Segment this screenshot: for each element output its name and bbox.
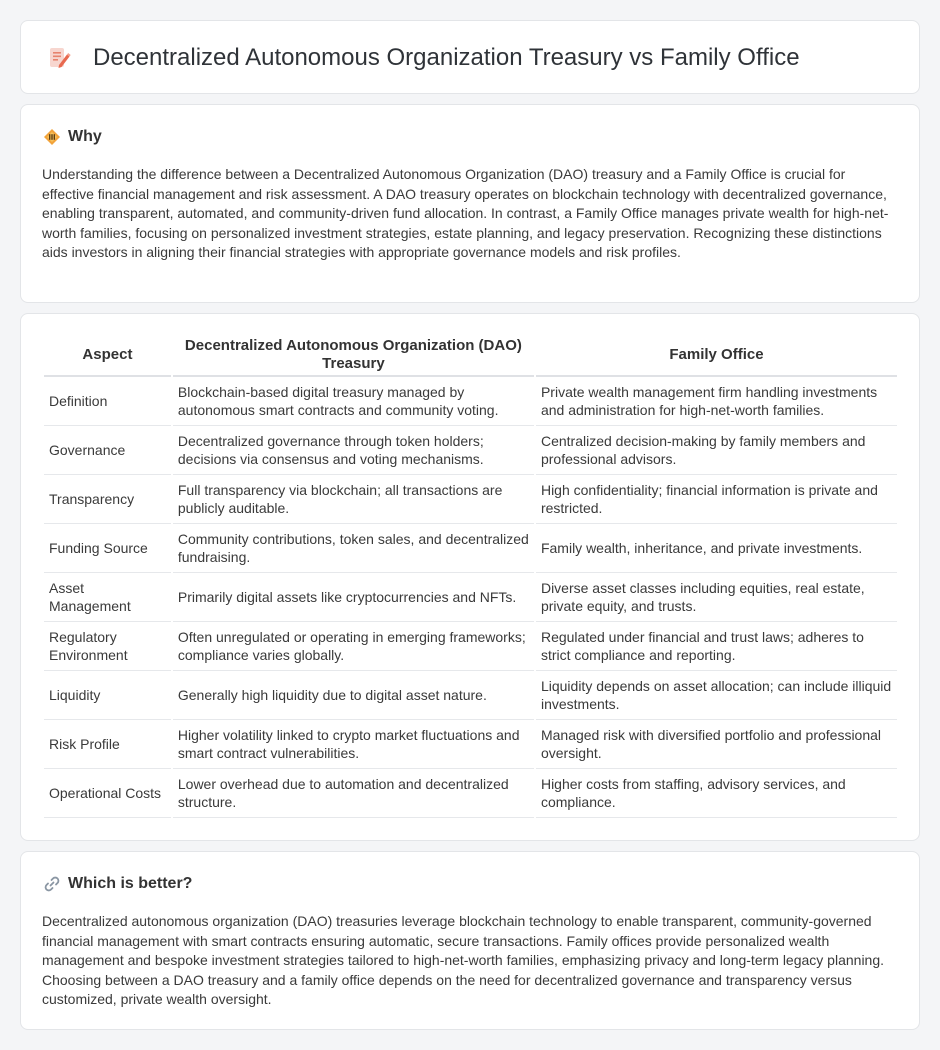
table-row (44, 671, 897, 720)
page-title: Decentralized Autonomous Organization Treasury vs Family Office (93, 44, 800, 71)
table-row (44, 377, 897, 426)
which-is-better-section (20, 851, 920, 1030)
family-cell: Centralized decision-making by family members and professional advisors. (536, 426, 897, 475)
title-card (20, 20, 920, 94)
better-body: Decentralized autonomous organization (DAO) treasuries leverage blockchain technology to enable transparent, community-governed financial management with smart contracts ensuring automatic, secure transactions. Family offices provide personalized wealth management and bespoke investment strategies tailored to high-net-worth families, emphasizing privacy and long-term legacy planning. Choosing between a DAO treasury and a family office depends on the need for decentralized governance and transparency versus customized, private wealth oversight. (42, 913, 885, 1007)
family-cell: Managed risk with diversified portfolio and professional oversight. (536, 720, 897, 769)
table-row (44, 475, 897, 524)
dao-cell: Community contributions, token sales, and decentralized fundraising. (173, 524, 534, 573)
family-cell: High confidentiality; financial information is private and restricted. (536, 475, 897, 524)
aspect-cell: Liquidity (44, 671, 171, 720)
table-row (44, 769, 897, 818)
family-cell: Family wealth, inheritance, and private investments. (536, 524, 897, 573)
family-cell: Regulated under financial and trust laws; adheres to strict compliance and reporting. (536, 622, 897, 671)
why-body: Understanding the difference between a Decentralized Autonomous Organization (DAO) treasury and a Family Office is crucial for effective financial management and risk assessment. A DAO treasury operates on blockchain technology with decentralized governance, enabling transparent, automated, and community-driven fund allocation. In contrast, a Family Office manages private wealth for high-net-worth families, focusing on personalized investment strategies, estate planning, and legacy preservation. Recognizing these distinctions aids investors in aligning their financial strategies with appropriate governance models and risk profiles. (42, 166, 889, 260)
why-section (20, 104, 920, 303)
comparison-table (42, 334, 899, 818)
comparison-table-card (20, 313, 920, 841)
aspect-cell: Regulatory Environment (44, 622, 171, 671)
document-edit-icon (47, 46, 71, 70)
dao-cell: Full transparency via blockchain; all transactions are publicly auditable. (173, 475, 534, 524)
family-cell: Private wealth management firm handling investments and administration for high-net-worth families. (536, 377, 897, 426)
diamond-warning-icon (43, 128, 61, 146)
dao-cell: Lower overhead due to automation and decentralized structure. (173, 769, 534, 818)
aspect-cell: Operational Costs (44, 769, 171, 818)
family-cell: Liquidity depends on asset allocation; can include illiquid investments. (536, 671, 897, 720)
aspect-cell: Definition (44, 377, 171, 426)
dao-cell: Higher volatility linked to crypto market fluctuations and smart contract vulnerabilities. (173, 720, 534, 769)
family-cell: Higher costs from staffing, advisory services, and compliance. (536, 769, 897, 818)
better-heading-row (43, 874, 192, 894)
table-row (44, 622, 897, 671)
table-row (44, 426, 897, 475)
table-header-row (44, 334, 897, 377)
table-row (44, 524, 897, 573)
table-row (44, 573, 897, 622)
aspect-cell: Risk Profile (44, 720, 171, 769)
dao-cell: Generally high liquidity due to digital asset nature. (173, 671, 534, 720)
header-dao: Decentralized Autonomous Organization (DAO) Treasury (173, 334, 534, 377)
link-icon (43, 875, 61, 893)
dao-cell: Blockchain-based digital treasury managed by autonomous smart contracts and community voting. (173, 377, 534, 426)
header-family-office: Family Office (536, 334, 897, 377)
aspect-cell: Funding Source (44, 524, 171, 573)
dao-cell: Decentralized governance through token holders; decisions via consensus and voting mechanisms. (173, 426, 534, 475)
why-heading: Why (68, 128, 102, 145)
aspect-cell: Asset Management (44, 573, 171, 622)
table-row (44, 720, 897, 769)
better-heading: Which is better? (68, 875, 193, 892)
aspect-cell: Transparency (44, 475, 171, 524)
dao-cell: Often unregulated or operating in emerging frameworks; compliance varies globally. (173, 622, 534, 671)
header-aspect: Aspect (44, 334, 171, 377)
family-cell: Diverse asset classes including equities, real estate, private equity, and trusts. (536, 573, 897, 622)
dao-cell: Primarily digital assets like cryptocurrencies and NFTs. (173, 573, 534, 622)
aspect-cell: Governance (44, 426, 171, 475)
why-heading-row (43, 127, 102, 147)
